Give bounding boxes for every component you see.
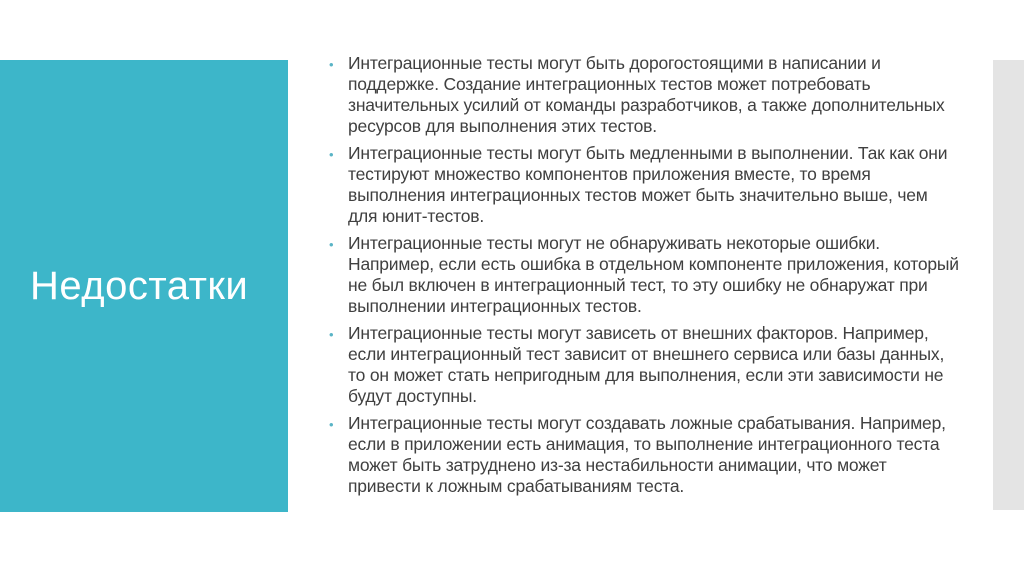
slide-body: [329, 53, 969, 503]
bullet-dot-icon: •: [329, 417, 334, 432]
bullet-item: [329, 323, 969, 407]
bullet-text: Интеграционные тесты могут быть дорогостоящими в написании и поддержке. Создание интеграционных тестов может потребовать значительных усилий от команды разработчиков, а также дополнительных ресурсов для выполнения этих тестов.: [348, 53, 945, 136]
bullet-item: [329, 143, 969, 227]
bullet-dot-icon: •: [329, 57, 334, 72]
bullet-list: [329, 53, 969, 497]
bullet-dot-icon: •: [329, 237, 334, 252]
bullet-item: [329, 413, 969, 497]
bullet-text: Интеграционные тесты могут быть медленными в выполнении. Так как они тестируют множество компонентов приложения вместе, то время выполнения интеграционных тестов может быть значительно выше, чем для юнит-тестов.: [348, 143, 948, 226]
bullet-text: Интеграционные тесты могут зависеть от внешних факторов. Например, если интеграционный тест зависит от внешнего сервиса или базы данных, то он может стать непригодным для выполнения, если эти зависимости не будут доступны.: [348, 323, 945, 406]
right-accent-stripe: [993, 60, 1024, 510]
title-panel: [0, 60, 288, 512]
bullet-item: [329, 233, 969, 317]
bullet-text: Интеграционные тесты могут создавать ложные срабатывания. Например, если в приложении есть анимация, то выполнение интеграционного теста может быть затруднено из-за нестабильности анимации, что может привести к ложным срабатываниям теста.: [348, 413, 946, 496]
bullet-dot-icon: •: [329, 327, 334, 342]
slide-title: Недостатки: [30, 264, 249, 308]
bullet-item: [329, 53, 969, 137]
bullet-dot-icon: •: [329, 147, 334, 162]
bullet-text: Интеграционные тесты могут не обнаруживать некоторые ошибки. Например, если есть ошибка в отдельном компоненте приложения, который не был включен в интеграционный тест, то эту ошибку не обнаружат при выполнении интеграционных тестов.: [348, 233, 959, 316]
